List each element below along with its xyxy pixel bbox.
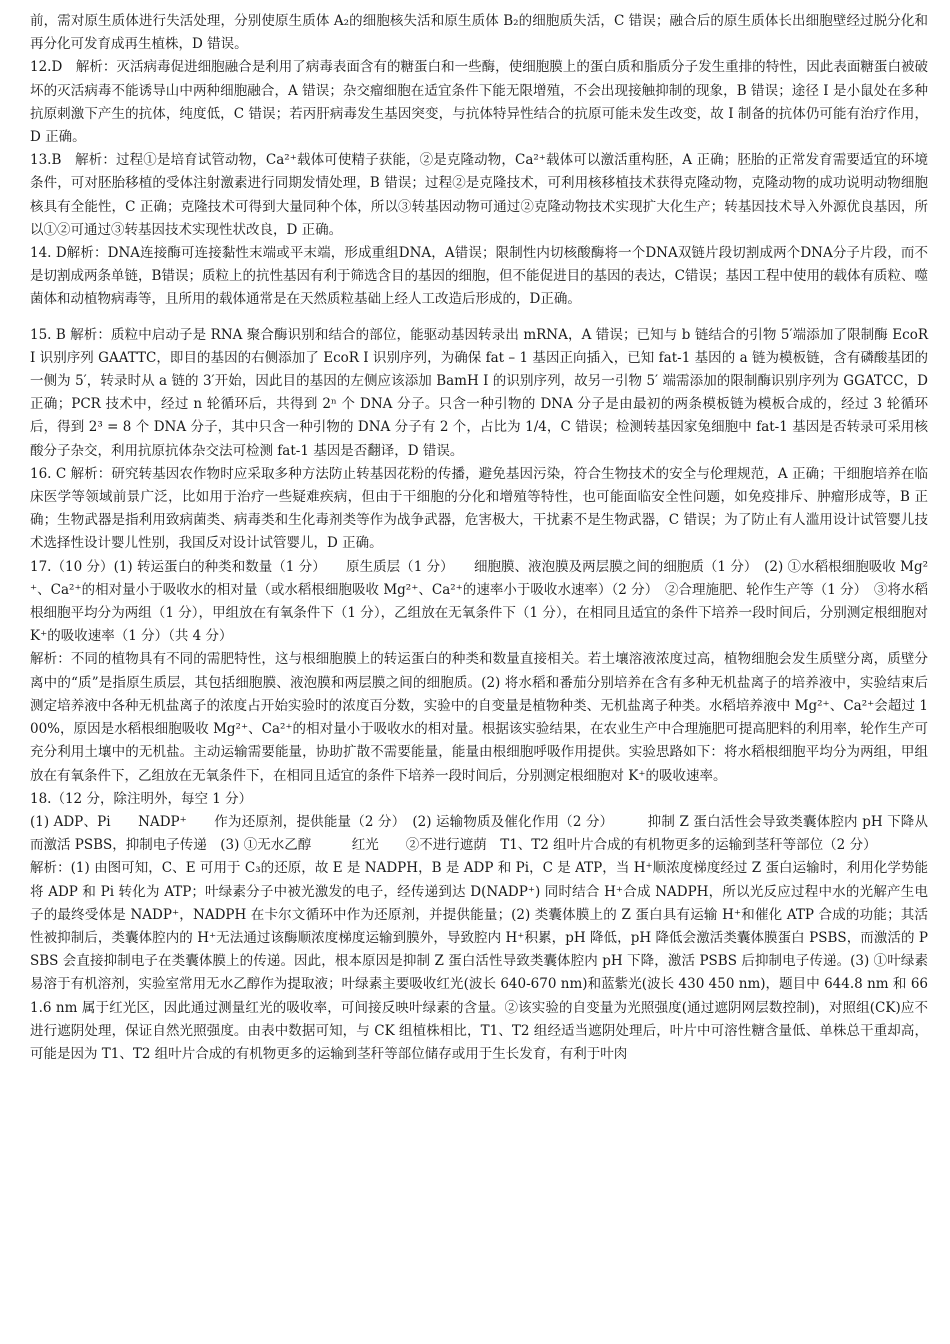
answer-13: 13.B 解析：过程①是培育试管动物，Ca²⁺载体可使精子获能，②是克隆动物，Ca²⁺载体可以激活重构胚，A 正确；胚胎的正常发育需要适宜的环境条件，可对胚胎移植的受体注射激素进行同期发情处理，B 错误；过程②是克隆技术，可利用核移植技术获得克隆动物，克隆动物的成功说明动物细胞核具有全能性，C 正确；克隆技术可得到大量同种个体，所以③转基因动物可通过②克隆动物技术实现扩大化生产；转基因技术导入外源优良基因，所以①②可通过③转基因技术实现性状改良，D 正确。 [30,152,928,238]
answer-14: 14. D解析：DNA连接酶可连接黏性末端或平末端，形成重组DNA，A错误；限制性内切核酸酶将一个DNA双链片段切割成两个DNA分子片段，而不是切割成两条单链，B错误；质粒上的抗性基因有利于筛选含目的基因的细胞，但不能促进目的基因的表达，C错误；基因工程中使用的载体有质粒、噬菌体和动植物病毒等，且所用的载体通常是在天然质粒基础上经人工改造后形成的，D正确。 [30,245,928,308]
analysis-18: 解析：(1) 由图可知，C、E 可用于 C₃的还原，故 E 是 NADPH，B 是 ADP 和 Pi，C 是 ATP，当 H⁺顺浓度梯度经过 Z 蛋白运输时，利用化学势能将 ADP 和 Pi 转化为 ATP；叶绿素分子中被光激发的电子，经传递到达 D(NADP⁺) 同时结合 H⁺合成 NADPH，所以光反应过程中水的光解产生电子的最终受体是 NADP⁺，NADPH 在卡尔文循环中作为还原剂，并提供能量；(2) 类囊体膜上的 Z 蛋白具有运输 H⁺和催化 ATP 合成的功能；其活性被抑制后，类囊体腔内的 H⁺无法通过该酶顺浓度梯度运输到膜外，导致腔内 H⁺积累，pH 降低，pH 降低会激活类囊体膜蛋白 PSBS，而激活的 PSBS 会直接抑制电子在类囊体膜上的传递。因此，根本原因是抑制 Z 蛋白活性导致类囊体腔内 pH 下降，激活 PSBS 后抑制电子传递。(3) ①叶绿素易溶于有机溶剂，实验室常用无水乙醇作为提取液；叶绿素主要吸收红光(波长 640-670 nm)和蓝紫光(波长 430 450 nm)，题目中 644.8 nm 和 661.6 nm 属于红光区，因此通过测量红光的吸收率，可间接反映叶绿素的含量。②该实验的自变量为光照强度(通过遮阴网层数控制)，对照组(CK)应不进行遮阴处理，保证自然光照强度。由表中数据可知，与 CK 组植株相比，T1、T2 组经适当遮阴处理后，叶片中可溶性糖含量低、单株总干重却高，可能是因为 T1、T2 组叶片合成的有机物更多的运输到茎秆等部位储存或用于生长发育，有利于叶肉 [30,860,928,1062]
answer-15: 15. B 解析：质粒中启动子是 RNA 聚合酶识别和结合的部位，能驱动基因转录出 mRNA，A 错误；已知与 b 链结合的引物 5′端添加了限制酶 EcoR I 识别序列 GAATTC，即目的基因的右侧添加了 EcoR I 识别序列，为确保 fat – 1 基因正向插入，已知 fat-1 基因的 a 链为模板链，含有磷酸基团的一侧为 5′，转录时从 a 链的 3′开始，因此目的基因的左侧应该添加 BamH I 的识别序列，故另一引物 5′ 端需添加的限制酶识别序列为 GGATCC，D 正确；PCR 技术中，经过 n 轮循环后，共得到 2ⁿ 个 DNA 分子。只含一种引物的 DNA 分子是由最初的两条模板链为模板合成的，经过 3 轮循环后，得到 2³ = 8 个 DNA 分子，其中只含一种引物的 DNA 分子有 2 个，占比为 1/4，C 错误；检测转基因家兔细胞中 fat-1 基因是否转录可采用核酸分子杂交，利用抗原抗体杂交法可检测 fat-1 基因是否翻译，D 错误。 [30,326,928,459]
paragraph-11-continued: 前，需对原生质体进行失活处理，分别使原生质体 A₂的细胞核失活和原生质体 B₂的细胞质失活，C 错误；融合后的原生质体长出细胞壁经过脱分化和再分化可发育成再生植株，D 错误。 [30,13,928,53]
answer-18-header: 18.（12 分，除注明外，每空 1 分） [30,790,253,807]
analysis-17: 解析：不同的植物具有不同的需肥特性，这与根细胞膜上的转运蛋白的种类和数量直接相关。若土壤溶液浓度过高，植物细胞会发生质壁分离，质壁分离中的“质”是指原生质层，其包括细胞膜、液泡膜和两层膜之间的细胞质。(2) 将水稻和番茄分别培养在含有多种无机盐离子的培养液中，实验结束后测定培养液中各种无机盐离子的浓度占开始实验时的浓度百分数，实验中的自变量是植物种类、无机盐离子种类。水稻培养液中 Mg²⁺、Ca²⁺会超过 100%，原因是水稻根细胞吸收 Mg²⁺、Ca²⁺的相对量小于吸收水的相对量。根据该实验结果，在农业生产中合理施肥可提高肥料的利用率，轮作生产可充分利用土壤中的无机盐。主动运输需要能量，协助扩散不需要能量，能量由根细胞呼吸作用提供。实验思路如下：将水稻根细胞平均分为两组，甲组放在有氧条件下，乙组放在无氧条件下，在相同且适宜的条件下培养一段时间后，分别测定根细胞对 K⁺的吸收速率。 [30,651,928,784]
answer-18: (1) ADP、Pi NADP⁺ 作为还原剂，提供能量（2 分） (2) 运输物质及催化作用（2 分） 抑制 Z 蛋白活性会导致类囊体腔内 pH 下降从而激活 PSBS，抑制电子传递 (3) ①无水乙醇 红光 ②不进行遮荫 T1、T2 组叶片合成的有机物更多的运输到茎秆等部位（2 分） [30,813,928,854]
paragraph-gap [30,312,928,324]
answer-12: 12.D 解析：灭活病毒促进细胞融合是利用了病毒表面含有的糖蛋白和一些酶，使细胞膜上的蛋白质和脂质分子发生重排的特性，因此表面糖蛋白被破坏的灭活病毒不能诱导山中两种细胞融合，A 错误；杂交瘤细胞在适宜条件下能无限增殖，不会出现接触抑制的现象，B 错误；途径 I 是小鼠处在多种抗原刺激下产生的抗体，纯度低，C 错误；若丙肝病毒发生基因突变，与抗体特异性结合的抗原可能未发生改变，故 I 制备的抗体仍可能有治疗作用，D 正确。 [30,59,928,146]
answer-16: 16. C 解析：研究转基因农作物时应采取多种方法防止转基因花粉的传播，避免基因污染，符合生物技术的安全与伦理规范，A 正确；干细胞培养在临床医学等领域前景广泛，比如用于治疗一些疑难疾病，但由于干细胞的分化和增殖等特性，也可能面临安全性问题，如免疫排斥、肿瘤形成等，B 正确；生物武器是指利用致病菌类、病毒类和生化毒剂类等作为战争武器，危害极大，干扰素不是生物武器，C 错误；为了防止有人滥用设计试管婴儿技术选择性设计婴儿性别，我国反对设计试管婴儿，D 正确。 [30,465,928,552]
answer-17: 17.（10 分）(1) 转运蛋白的种类和数量（1 分） 原生质层（1 分） 细胞膜、液泡膜及两层膜之间的细胞质（1 分） (2) ①水稻根细胞吸收 Mg²⁺、Ca²⁺的相对量小于吸收水的相对量（或水稻根细胞吸收 Mg²⁺、Ca²⁺的速率小于吸收水速率）（2 分） ②合理施肥、轮作生产等（1 分） ③将水稻根细胞平均分为两组（1 分），甲组放在有氧条件下（1 分），乙组放在无氧条件下（1 分），在相同且适宜的条件下培养一段时间后，分别测定根细胞对 K⁺的吸收速率（1 分）（共 4 分） [30,558,928,645]
